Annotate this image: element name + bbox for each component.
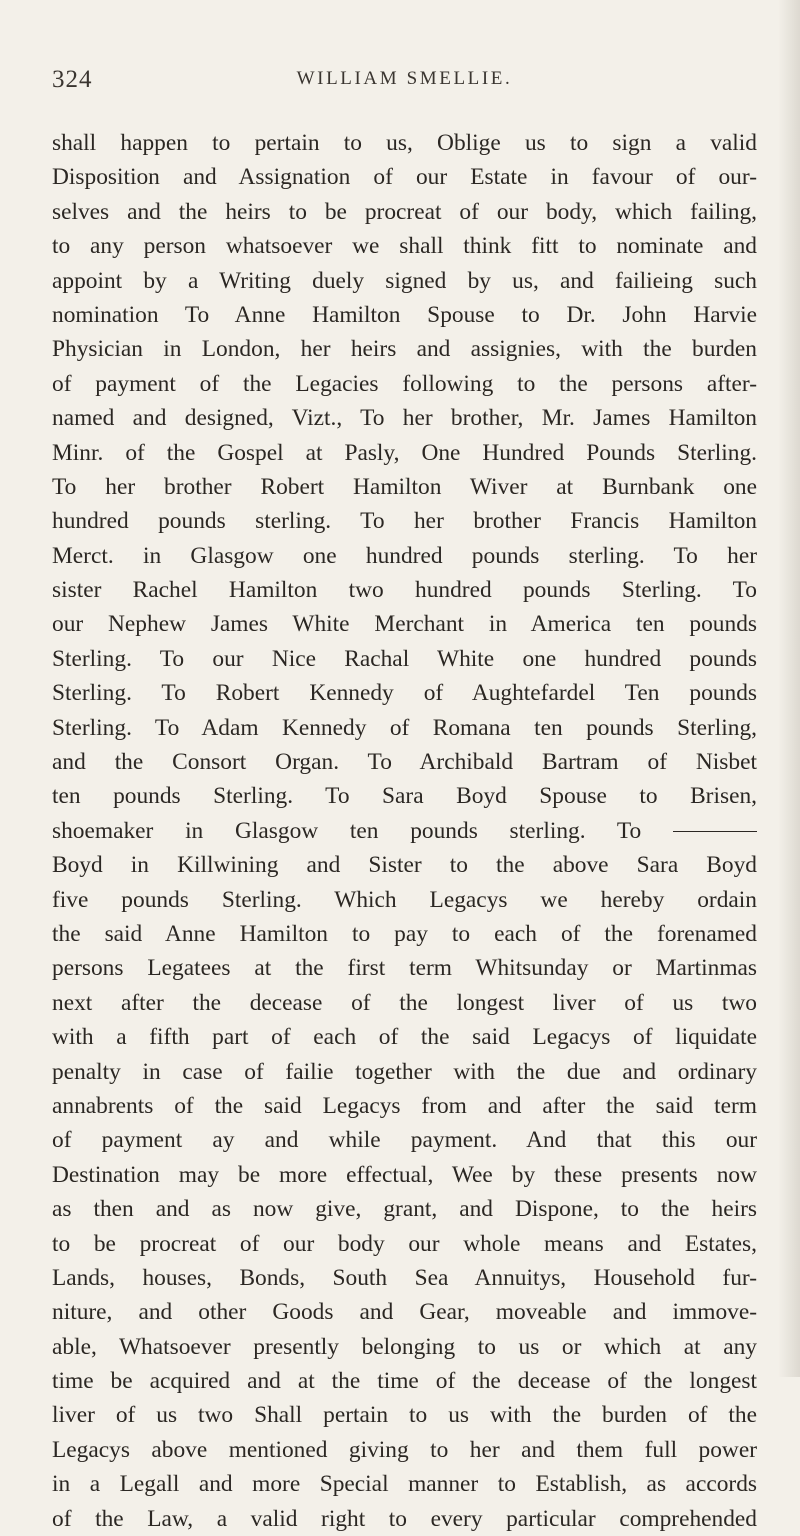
text-line: time be acquired and at the time of the decease of the longest xyxy=(52,1368,757,1395)
text-line: of payment ay and while payment. And that this our xyxy=(52,1127,757,1154)
text-line: the said Anne Hamilton to pay to each of the forenamed xyxy=(52,920,757,947)
running-head xyxy=(52,66,757,106)
text-line: our Nephew James White Merchant in America ten pounds xyxy=(52,611,757,638)
text-line: ten pounds Sterling. To Sara Boyd Spouse to Brisen, xyxy=(52,783,757,810)
text-line: annabrents of the said Legacys from and after the said term xyxy=(52,1092,757,1119)
text-line: and the Consort Organ. To Archibald Bartram of Nisbet xyxy=(52,749,757,776)
text-line: named and designed, Vizt., To her brother, Mr. James Hamilton xyxy=(52,405,757,432)
text-line: Physician in London, her heirs and assignies, with the burden xyxy=(52,336,757,363)
text-line: of the Law, a valid right to every particular comprehended xyxy=(52,1505,757,1532)
text-line: niture, and other Goods and Gear, moveable and immove- xyxy=(52,1299,757,1326)
text-line: with a fifth part of each of the said Legacys of liquidate xyxy=(52,1024,757,1051)
body-text xyxy=(52,126,757,1536)
text-line: liver of us two Shall pertain to us with the burden of the xyxy=(52,1402,757,1429)
text-line: to any person whatsoever we shall think fitt to nominate and xyxy=(52,233,757,260)
text-line: Boyd in Killwining and Sister to the above Sara Boyd xyxy=(52,852,757,879)
page-number: 324 xyxy=(52,66,93,93)
text-line: shall happen to pertain to us, Oblige us to sign a valid xyxy=(52,130,757,156)
text-line: hundred pounds sterling. To her brother Francis Hamilton xyxy=(52,508,757,535)
text-line: To her brother Robert Hamilton Wiver at Burnbank one xyxy=(52,473,757,500)
text-line: in a Legall and more Special manner to Establish, as accords xyxy=(52,1471,757,1498)
text-line: selves and the heirs to be procreat of our body, which failing, xyxy=(52,198,757,225)
text-line-part: shoemaker in Glasgow ten pounds sterling. To xyxy=(52,817,642,844)
text-line: able, Whatsoever presently belonging to us or which at any xyxy=(52,1333,757,1360)
text-line: Sterling. To our Nice Rachal White one hundred pounds xyxy=(52,645,757,672)
text-line: as then and as now give, grant, and Dispone, to the heirs xyxy=(52,1196,757,1223)
text-line: persons Legatees at the first term Whitsunday or Martinmas xyxy=(52,955,757,982)
text-line: Sterling. To Adam Kennedy of Romana ten pounds Sterling, xyxy=(52,714,757,741)
blank-name-dash xyxy=(673,831,757,832)
text-line: Minr. of the Gospel at Pasly, One Hundred Pounds Sterling. xyxy=(52,439,757,466)
text-line: Disposition and Assignation of our Estate in favour of our- xyxy=(52,164,757,191)
text-line: Legacys above mentioned giving to her and them full power xyxy=(52,1436,757,1463)
text-line: Lands, houses, Bonds, South Sea Annuitys, Household fur- xyxy=(52,1264,757,1291)
running-title: WILLIAM SMELLIE. xyxy=(296,68,513,89)
text-line: next after the decease of the longest liver of us two xyxy=(52,989,757,1016)
text-line: Destination may be more effectual, Wee by these presents now xyxy=(52,1161,757,1188)
text-line: appoint by a Writing duely signed by us, and failieing such xyxy=(52,267,757,294)
text-line: to be procreat of our body our whole means and Estates, xyxy=(52,1230,757,1257)
text-line-with-blank xyxy=(52,814,757,848)
text-line: Sterling. To Robert Kennedy of Aughtefardel Ten pounds xyxy=(52,680,757,707)
text-line: Merct. in Glasgow one hundred pounds sterling. To her xyxy=(52,542,757,569)
text-line: sister Rachel Hamilton two hundred pounds Sterling. To xyxy=(52,577,757,604)
text-line: five pounds Sterling. Which Legacys we hereby ordain xyxy=(52,886,757,913)
page-edge-shadow xyxy=(778,0,800,1377)
text-line: nomination To Anne Hamilton Spouse to Dr. John Harvie xyxy=(52,301,757,328)
text-line: of payment of the Legacies following to the persons after- xyxy=(52,370,757,397)
text-line: penalty in case of failie together with the due and ordinary xyxy=(52,1058,757,1085)
